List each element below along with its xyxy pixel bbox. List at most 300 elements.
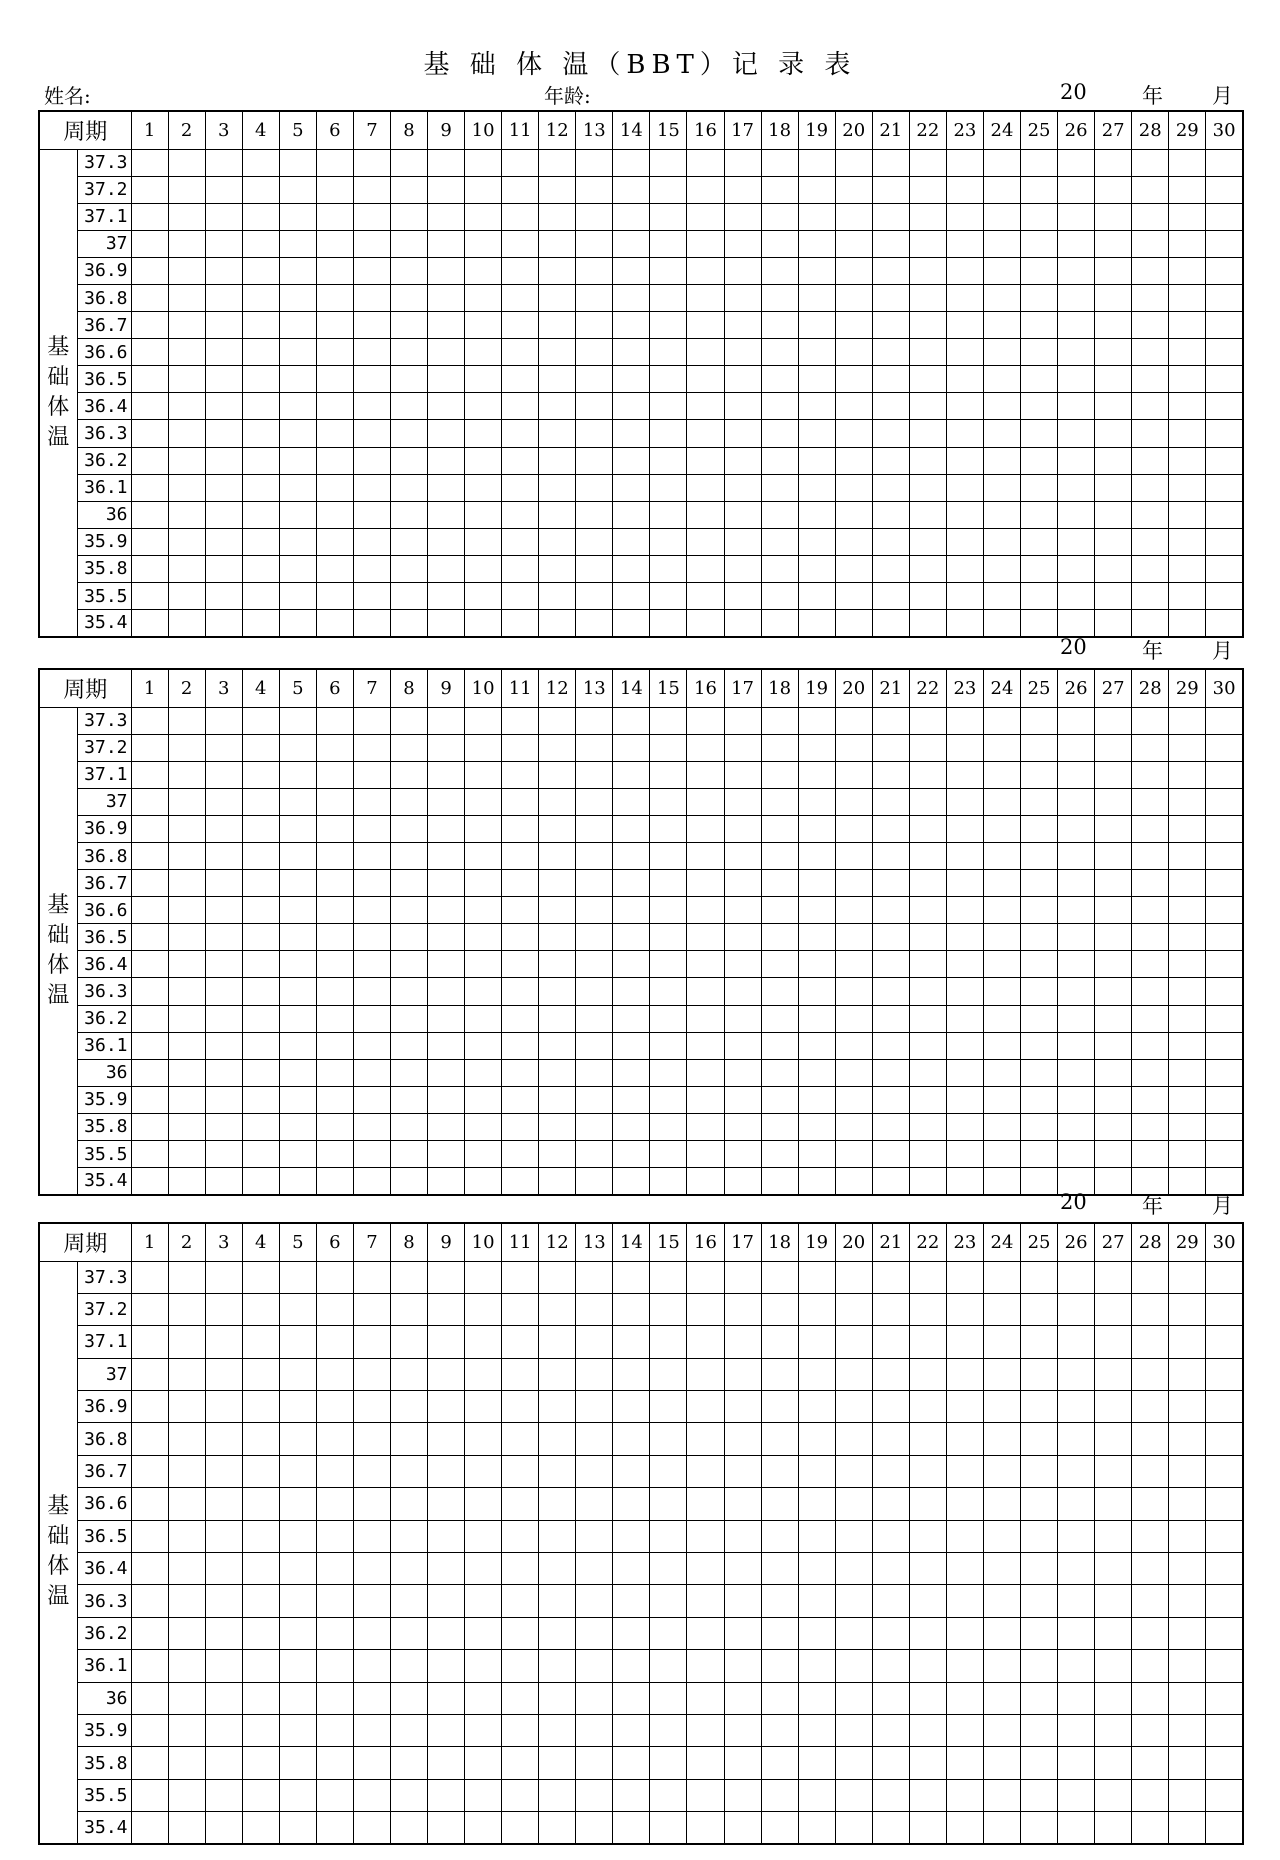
temperature-cell[interactable] [798,583,835,610]
temperature-cell[interactable] [613,339,650,366]
temperature-cell[interactable] [1169,528,1206,555]
temperature-cell[interactable] [576,1812,613,1844]
temperature-cell[interactable] [798,870,835,897]
temperature-cell[interactable] [131,1113,168,1140]
temperature-cell[interactable] [539,1747,576,1779]
temperature-cell[interactable] [465,393,502,420]
temperature-cell[interactable] [576,1326,613,1358]
temperature-cell[interactable] [502,366,539,393]
temperature-cell[interactable] [1206,1358,1243,1390]
temperature-cell[interactable] [502,897,539,924]
temperature-cell[interactable] [687,897,724,924]
temperature-cell[interactable] [613,1617,650,1649]
temperature-cell[interactable] [390,815,427,842]
temperature-cell[interactable] [687,447,724,474]
temperature-cell[interactable] [687,1812,724,1844]
temperature-cell[interactable] [1058,149,1095,176]
temperature-cell[interactable] [1021,951,1058,978]
temperature-cell[interactable] [539,610,576,637]
temperature-cell[interactable] [428,1747,465,1779]
temperature-cell[interactable] [1206,583,1243,610]
temperature-cell[interactable] [576,1005,613,1032]
temperature-cell[interactable] [946,870,983,897]
temperature-cell[interactable] [724,924,761,951]
temperature-cell[interactable] [390,1617,427,1649]
temperature-cell[interactable] [1206,951,1243,978]
temperature-cell[interactable] [539,1455,576,1487]
temperature-cell[interactable] [835,1714,872,1746]
temperature-cell[interactable] [946,1113,983,1140]
temperature-cell[interactable] [1095,447,1132,474]
temperature-cell[interactable] [983,761,1020,788]
temperature-cell[interactable] [1132,1086,1169,1113]
temperature-cell[interactable] [279,1455,316,1487]
temperature-cell[interactable] [946,1585,983,1617]
temperature-cell[interactable] [242,1141,279,1168]
temperature-cell[interactable] [872,176,909,203]
temperature-cell[interactable] [650,1455,687,1487]
temperature-cell[interactable] [279,1293,316,1325]
temperature-cell[interactable] [724,312,761,339]
temperature-cell[interactable] [650,339,687,366]
temperature-cell[interactable] [390,366,427,393]
temperature-cell[interactable] [242,1423,279,1455]
temperature-cell[interactable] [205,1650,242,1682]
temperature-cell[interactable] [353,176,390,203]
temperature-cell[interactable] [279,284,316,311]
temperature-cell[interactable] [279,842,316,869]
temperature-cell[interactable] [613,230,650,257]
temperature-cell[interactable] [279,1326,316,1358]
temperature-cell[interactable] [1095,1059,1132,1086]
temperature-cell[interactable] [983,583,1020,610]
temperature-cell[interactable] [909,761,946,788]
temperature-cell[interactable] [1206,1005,1243,1032]
temperature-cell[interactable] [613,501,650,528]
temperature-cell[interactable] [205,897,242,924]
temperature-cell[interactable] [428,1779,465,1811]
temperature-cell[interactable] [353,257,390,284]
temperature-cell[interactable] [316,1585,353,1617]
temperature-cell[interactable] [1169,897,1206,924]
temperature-cell[interactable] [946,366,983,393]
temperature-cell[interactable] [835,1168,872,1195]
temperature-cell[interactable] [242,1553,279,1585]
temperature-cell[interactable] [798,1391,835,1423]
temperature-cell[interactable] [242,1005,279,1032]
temperature-cell[interactable] [1058,1779,1095,1811]
temperature-cell[interactable] [539,1714,576,1746]
temperature-cell[interactable] [465,1261,502,1293]
temperature-cell[interactable] [835,1488,872,1520]
temperature-cell[interactable] [1021,447,1058,474]
temperature-cell[interactable] [131,1488,168,1520]
temperature-cell[interactable] [353,149,390,176]
temperature-cell[interactable] [983,284,1020,311]
temperature-cell[interactable] [390,1747,427,1779]
temperature-cell[interactable] [983,149,1020,176]
temperature-cell[interactable] [724,447,761,474]
temperature-cell[interactable] [242,447,279,474]
temperature-cell[interactable] [1021,1326,1058,1358]
temperature-cell[interactable] [687,1032,724,1059]
temperature-cell[interactable] [983,176,1020,203]
temperature-cell[interactable] [798,447,835,474]
temperature-cell[interactable] [1021,978,1058,1005]
temperature-cell[interactable] [946,1168,983,1195]
temperature-cell[interactable] [205,1005,242,1032]
temperature-cell[interactable] [872,1141,909,1168]
temperature-cell[interactable] [946,1326,983,1358]
temperature-cell[interactable] [835,734,872,761]
temperature-cell[interactable] [131,761,168,788]
temperature-cell[interactable] [1206,842,1243,869]
temperature-cell[interactable] [1095,610,1132,637]
temperature-cell[interactable] [205,339,242,366]
temperature-cell[interactable] [724,1423,761,1455]
temperature-cell[interactable] [131,734,168,761]
temperature-cell[interactable] [353,1812,390,1844]
temperature-cell[interactable] [502,978,539,1005]
temperature-cell[interactable] [1095,420,1132,447]
temperature-cell[interactable] [872,447,909,474]
temperature-cell[interactable] [1206,1553,1243,1585]
temperature-cell[interactable] [502,1617,539,1649]
temperature-cell[interactable] [353,1553,390,1585]
temperature-cell[interactable] [576,203,613,230]
temperature-cell[interactable] [983,978,1020,1005]
temperature-cell[interactable] [1169,707,1206,734]
temperature-cell[interactable] [205,1617,242,1649]
temperature-cell[interactable] [279,734,316,761]
temperature-cell[interactable] [390,1113,427,1140]
temperature-cell[interactable] [1058,1423,1095,1455]
temperature-cell[interactable] [242,149,279,176]
temperature-cell[interactable] [576,870,613,897]
temperature-cell[interactable] [1095,176,1132,203]
temperature-cell[interactable] [316,1005,353,1032]
temperature-cell[interactable] [1206,555,1243,582]
temperature-cell[interactable] [1095,842,1132,869]
temperature-cell[interactable] [576,1650,613,1682]
temperature-cell[interactable] [168,1059,205,1086]
temperature-cell[interactable] [353,1261,390,1293]
temperature-cell[interactable] [316,924,353,951]
temperature-cell[interactable] [1095,870,1132,897]
temperature-cell[interactable] [428,1113,465,1140]
temperature-cell[interactable] [909,788,946,815]
temperature-cell[interactable] [1169,474,1206,501]
temperature-cell[interactable] [576,176,613,203]
temperature-cell[interactable] [1169,1391,1206,1423]
temperature-cell[interactable] [576,1488,613,1520]
temperature-cell[interactable] [1132,924,1169,951]
temperature-cell[interactable] [576,284,613,311]
temperature-cell[interactable] [613,1059,650,1086]
temperature-cell[interactable] [835,870,872,897]
temperature-cell[interactable] [946,501,983,528]
temperature-cell[interactable] [279,924,316,951]
temperature-cell[interactable] [1021,815,1058,842]
temperature-cell[interactable] [983,447,1020,474]
temperature-cell[interactable] [1021,366,1058,393]
temperature-cell[interactable] [242,1585,279,1617]
temperature-cell[interactable] [539,951,576,978]
temperature-cell[interactable] [205,230,242,257]
temperature-cell[interactable] [576,474,613,501]
temperature-cell[interactable] [279,610,316,637]
temperature-cell[interactable] [687,1168,724,1195]
temperature-cell[interactable] [1021,339,1058,366]
temperature-cell[interactable] [1021,610,1058,637]
temperature-cell[interactable] [724,707,761,734]
temperature-cell[interactable] [872,951,909,978]
temperature-cell[interactable] [205,1032,242,1059]
temperature-cell[interactable] [687,1059,724,1086]
temperature-cell[interactable] [465,1812,502,1844]
temperature-cell[interactable] [687,1455,724,1487]
temperature-cell[interactable] [983,1747,1020,1779]
temperature-cell[interactable] [428,815,465,842]
temperature-cell[interactable] [650,1714,687,1746]
temperature-cell[interactable] [1021,284,1058,311]
temperature-cell[interactable] [1132,761,1169,788]
temperature-cell[interactable] [1169,1423,1206,1455]
temperature-cell[interactable] [798,230,835,257]
temperature-cell[interactable] [1132,897,1169,924]
temperature-cell[interactable] [576,1423,613,1455]
temperature-cell[interactable] [1132,230,1169,257]
temperature-cell[interactable] [428,230,465,257]
temperature-cell[interactable] [131,1455,168,1487]
temperature-cell[interactable] [872,1005,909,1032]
temperature-cell[interactable] [946,1714,983,1746]
temperature-cell[interactable] [650,555,687,582]
temperature-cell[interactable] [613,393,650,420]
temperature-cell[interactable] [1132,1682,1169,1714]
temperature-cell[interactable] [946,393,983,420]
temperature-cell[interactable] [502,1747,539,1779]
temperature-cell[interactable] [909,257,946,284]
temperature-cell[interactable] [242,393,279,420]
temperature-cell[interactable] [946,1423,983,1455]
temperature-cell[interactable] [946,1261,983,1293]
temperature-cell[interactable] [502,815,539,842]
temperature-cell[interactable] [650,528,687,555]
temperature-cell[interactable] [1021,149,1058,176]
temperature-cell[interactable] [687,1423,724,1455]
temperature-cell[interactable] [1095,951,1132,978]
temperature-cell[interactable] [539,1261,576,1293]
temperature-cell[interactable] [946,312,983,339]
temperature-cell[interactable] [1021,1779,1058,1811]
temperature-cell[interactable] [761,366,798,393]
temperature-cell[interactable] [390,230,427,257]
temperature-cell[interactable] [242,842,279,869]
temperature-cell[interactable] [761,1455,798,1487]
temperature-cell[interactable] [576,707,613,734]
temperature-cell[interactable] [687,366,724,393]
temperature-cell[interactable] [1132,1358,1169,1390]
temperature-cell[interactable] [613,1714,650,1746]
temperature-cell[interactable] [279,815,316,842]
temperature-cell[interactable] [724,897,761,924]
temperature-cell[interactable] [1169,761,1206,788]
temperature-cell[interactable] [168,870,205,897]
temperature-cell[interactable] [316,366,353,393]
temperature-cell[interactable] [465,978,502,1005]
temperature-cell[interactable] [613,203,650,230]
temperature-cell[interactable] [872,1391,909,1423]
temperature-cell[interactable] [872,501,909,528]
temperature-cell[interactable] [687,788,724,815]
temperature-cell[interactable] [539,501,576,528]
temperature-cell[interactable] [502,1032,539,1059]
temperature-cell[interactable] [835,1113,872,1140]
temperature-cell[interactable] [687,842,724,869]
temperature-cell[interactable] [279,1032,316,1059]
temperature-cell[interactable] [316,420,353,447]
temperature-cell[interactable] [687,312,724,339]
temperature-cell[interactable] [909,528,946,555]
temperature-cell[interactable] [316,1032,353,1059]
temperature-cell[interactable] [1132,284,1169,311]
temperature-cell[interactable] [1206,501,1243,528]
temperature-cell[interactable] [131,1141,168,1168]
temperature-cell[interactable] [242,1714,279,1746]
temperature-cell[interactable] [983,610,1020,637]
temperature-cell[interactable] [502,339,539,366]
temperature-cell[interactable] [650,230,687,257]
temperature-cell[interactable] [1058,1032,1095,1059]
temperature-cell[interactable] [946,842,983,869]
temperature-cell[interactable] [390,1682,427,1714]
temperature-cell[interactable] [353,284,390,311]
temperature-cell[interactable] [1021,583,1058,610]
temperature-cell[interactable] [168,230,205,257]
temperature-cell[interactable] [1206,1059,1243,1086]
temperature-cell[interactable] [242,339,279,366]
temperature-cell[interactable] [724,734,761,761]
temperature-cell[interactable] [168,1682,205,1714]
temperature-cell[interactable] [316,1553,353,1585]
temperature-cell[interactable] [835,1812,872,1844]
temperature-cell[interactable] [687,1553,724,1585]
temperature-cell[interactable] [1058,978,1095,1005]
temperature-cell[interactable] [316,1113,353,1140]
temperature-cell[interactable] [168,734,205,761]
temperature-cell[interactable] [983,1650,1020,1682]
temperature-cell[interactable] [1132,1488,1169,1520]
temperature-cell[interactable] [279,788,316,815]
temperature-cell[interactable] [909,1714,946,1746]
temperature-cell[interactable] [1095,978,1132,1005]
temperature-cell[interactable] [390,897,427,924]
temperature-cell[interactable] [835,1423,872,1455]
temperature-cell[interactable] [205,501,242,528]
temperature-cell[interactable] [835,149,872,176]
temperature-cell[interactable] [576,734,613,761]
temperature-cell[interactable] [835,761,872,788]
temperature-cell[interactable] [1021,1585,1058,1617]
temperature-cell[interactable] [1206,870,1243,897]
temperature-cell[interactable] [428,1005,465,1032]
temperature-cell[interactable] [576,501,613,528]
temperature-cell[interactable] [428,1358,465,1390]
temperature-cell[interactable] [1169,393,1206,420]
temperature-cell[interactable] [279,149,316,176]
temperature-cell[interactable] [835,1391,872,1423]
temperature-cell[interactable] [576,1455,613,1487]
temperature-cell[interactable] [1095,788,1132,815]
temperature-cell[interactable] [502,528,539,555]
temperature-cell[interactable] [872,1086,909,1113]
temperature-cell[interactable] [650,734,687,761]
temperature-cell[interactable] [1095,1423,1132,1455]
temperature-cell[interactable] [650,1423,687,1455]
temperature-cell[interactable] [650,1113,687,1140]
temperature-cell[interactable] [576,555,613,582]
temperature-cell[interactable] [539,1059,576,1086]
temperature-cell[interactable] [761,1113,798,1140]
temperature-cell[interactable] [1169,1747,1206,1779]
temperature-cell[interactable] [131,1585,168,1617]
temperature-cell[interactable] [798,1747,835,1779]
temperature-cell[interactable] [1206,707,1243,734]
temperature-cell[interactable] [131,447,168,474]
temperature-cell[interactable] [687,1326,724,1358]
temperature-cell[interactable] [1169,230,1206,257]
temperature-cell[interactable] [502,951,539,978]
temperature-cell[interactable] [687,978,724,1005]
temperature-cell[interactable] [1169,284,1206,311]
temperature-cell[interactable] [428,897,465,924]
temperature-cell[interactable] [1206,1326,1243,1358]
temperature-cell[interactable] [724,1059,761,1086]
temperature-cell[interactable] [131,1168,168,1195]
temperature-cell[interactable] [613,1032,650,1059]
temperature-cell[interactable] [687,761,724,788]
temperature-cell[interactable] [576,447,613,474]
temperature-cell[interactable] [1169,1714,1206,1746]
temperature-cell[interactable] [909,1086,946,1113]
temperature-cell[interactable] [168,1086,205,1113]
temperature-cell[interactable] [1021,1455,1058,1487]
temperature-cell[interactable] [1095,393,1132,420]
temperature-cell[interactable] [946,1005,983,1032]
temperature-cell[interactable] [390,1714,427,1746]
temperature-cell[interactable] [1206,1779,1243,1811]
temperature-cell[interactable] [1021,1261,1058,1293]
temperature-cell[interactable] [909,978,946,1005]
temperature-cell[interactable] [613,420,650,447]
temperature-cell[interactable] [687,420,724,447]
temperature-cell[interactable] [168,924,205,951]
temperature-cell[interactable] [1132,203,1169,230]
temperature-cell[interactable] [390,203,427,230]
temperature-cell[interactable] [946,230,983,257]
temperature-cell[interactable] [1058,366,1095,393]
temperature-cell[interactable] [650,1391,687,1423]
temperature-cell[interactable] [279,1779,316,1811]
temperature-cell[interactable] [539,583,576,610]
temperature-cell[interactable] [316,1682,353,1714]
temperature-cell[interactable] [1095,555,1132,582]
temperature-cell[interactable] [205,1747,242,1779]
temperature-cell[interactable] [909,1488,946,1520]
temperature-cell[interactable] [428,393,465,420]
temperature-cell[interactable] [242,897,279,924]
